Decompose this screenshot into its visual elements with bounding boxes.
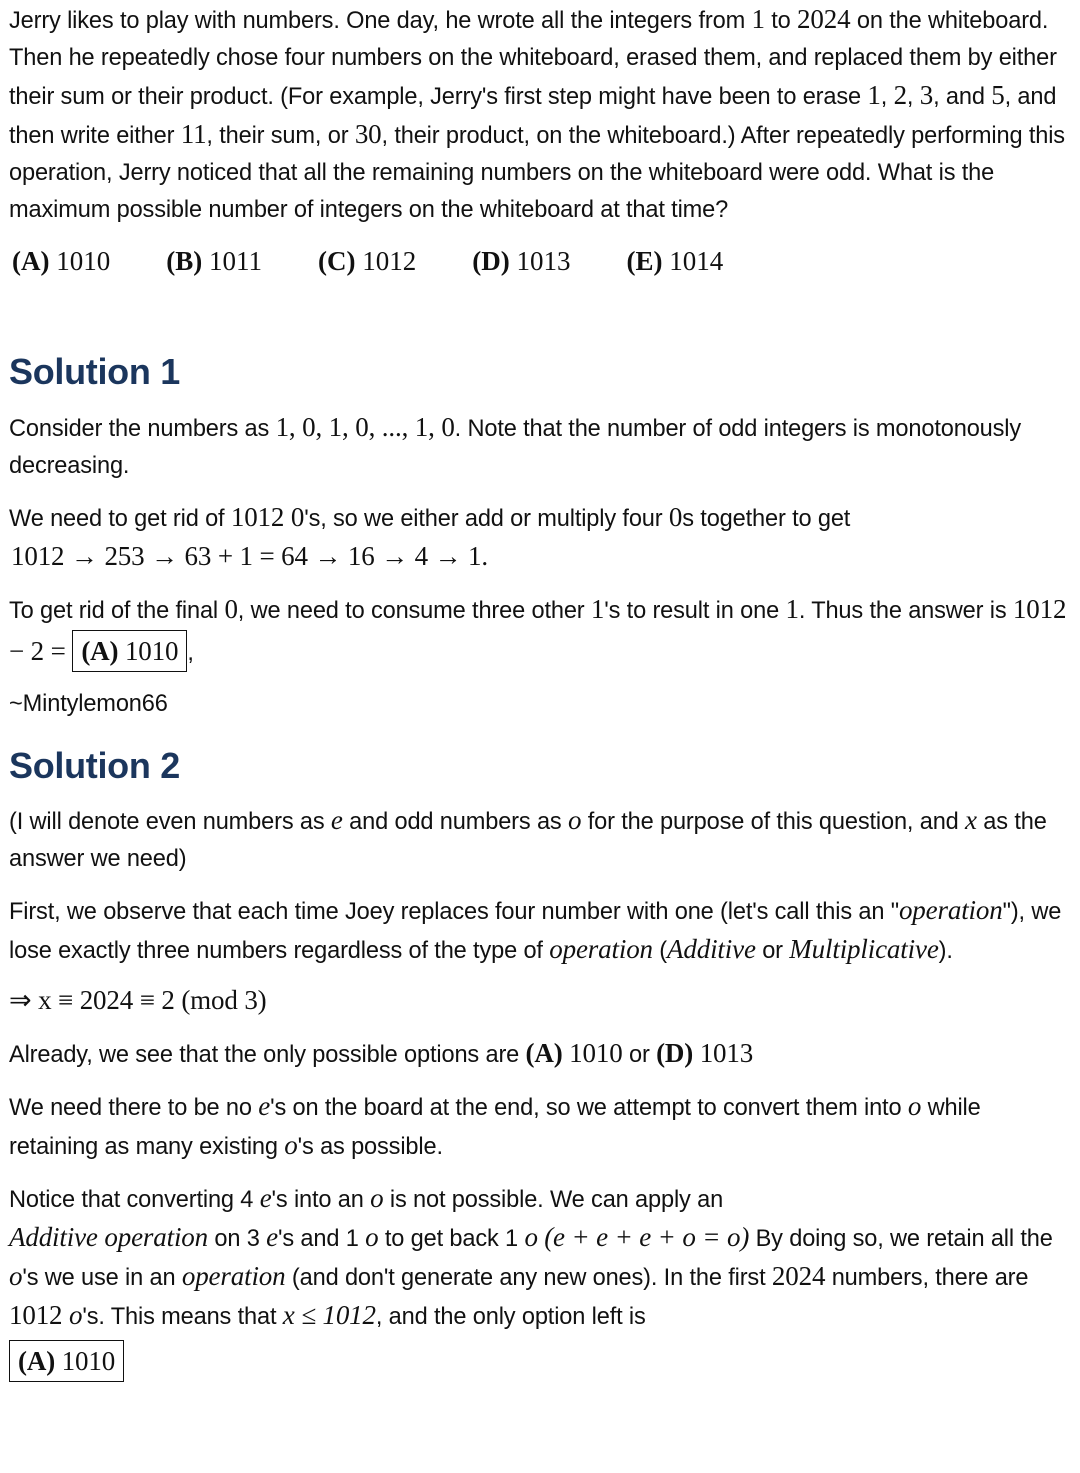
article [9,0,1075,1382]
problem-statement: Jerry likes to play with numbers. One day, he wrote all the integers from 1 to 2024 on the whiteboard. Then he repeatedly chose four numbers on the whiteboard, erased them, and replaced them by either their sum or their product. (For example, Jerry's first step might have been to erase 1, 2, 3, and 5, and then write either 11, their sum, or 30, their product, on the whiteboard.) After repeatedly performing this operation, Jerry noticed that all the remaining numbers on the whiteboard were odd. What is the maximum possible number of integers on the whiteboard at that time? [9,4,1065,223]
answer-choices [9,241,1075,281]
solution-1-paragraph-1: Consider the numbers as 1, 0, 1, 0, ..., 1, 0. Note that the number of odd integers is monotonously decreasing. [9,412,1022,479]
choice-e: (E) 1014 [626,246,724,276]
choice-a: (A) 1010 [12,246,111,276]
solution-1-paragraph-2: We need to get rid of 1012 0's, so we either add or multiply four 0s together to get 1012 → 253 → 63 + 1 = 64 → 16 → 4 → 1. [9,502,851,571]
author-signature: ~Mintylemon66 [9,691,168,717]
boxed-answer: (A) 1010 [72,630,187,672]
solution-2-heading: Solution 2 [9,745,180,786]
solution-1-heading: Solution 1 [9,351,180,392]
solution-2-paragraph-5: Notice that converting 4 e's into an o is not possible. We can apply an Additive operation on 3 e's and 1 o to get back 1 o (e + e + e + o = o) By doing so, we retain all the o's we use in an operation (and don't generate any new ones). In the first 2024 numbers, there are 1012 o's. This means that x ≤ 1012, and the only option left is (A) 1010 [9,1180,1075,1382]
solution-1-paragraph-3: To get rid of the final 0, we need to consume three other 1's to result in one 1. Thus the answer is 1012 − 2 = (A) 1010 , [9,591,1075,672]
boxed-answer-2: (A) 1010 [9,1340,124,1382]
solution-2-paragraph-2: First, we observe that each time Joey replaces four number with one (let's call this an "operation"), we lose exactly three numbers regardless of the type of operation (Additive or Multiplicative). [9,895,1062,964]
choice-d: (D) 1013 [472,246,571,276]
solution-2-paragraph-3: Already, we see that the only possible options are (A) 1010 or (D) 1013 [9,1038,754,1068]
solution-2-paragraph-1: (I will denote even numbers as e and odd numbers as o for the purpose of this question, and x as the answer we need) [9,805,1047,872]
choice-b: (B) 1011 [166,246,262,276]
modular-equation: ⇒ x ≡ 2024 ≡ 2 (mod 3) [9,985,267,1015]
choice-c: (C) 1012 [317,246,417,276]
solution-2-paragraph-4: We need there to be no e's on the board at the end, so we attempt to convert them into o while retaining as many existing o's as possible. [9,1091,981,1160]
reduction-chain: 1012 → 253 → 63 + 1 = 64 → 16 → 4 → 1. [11,541,489,571]
